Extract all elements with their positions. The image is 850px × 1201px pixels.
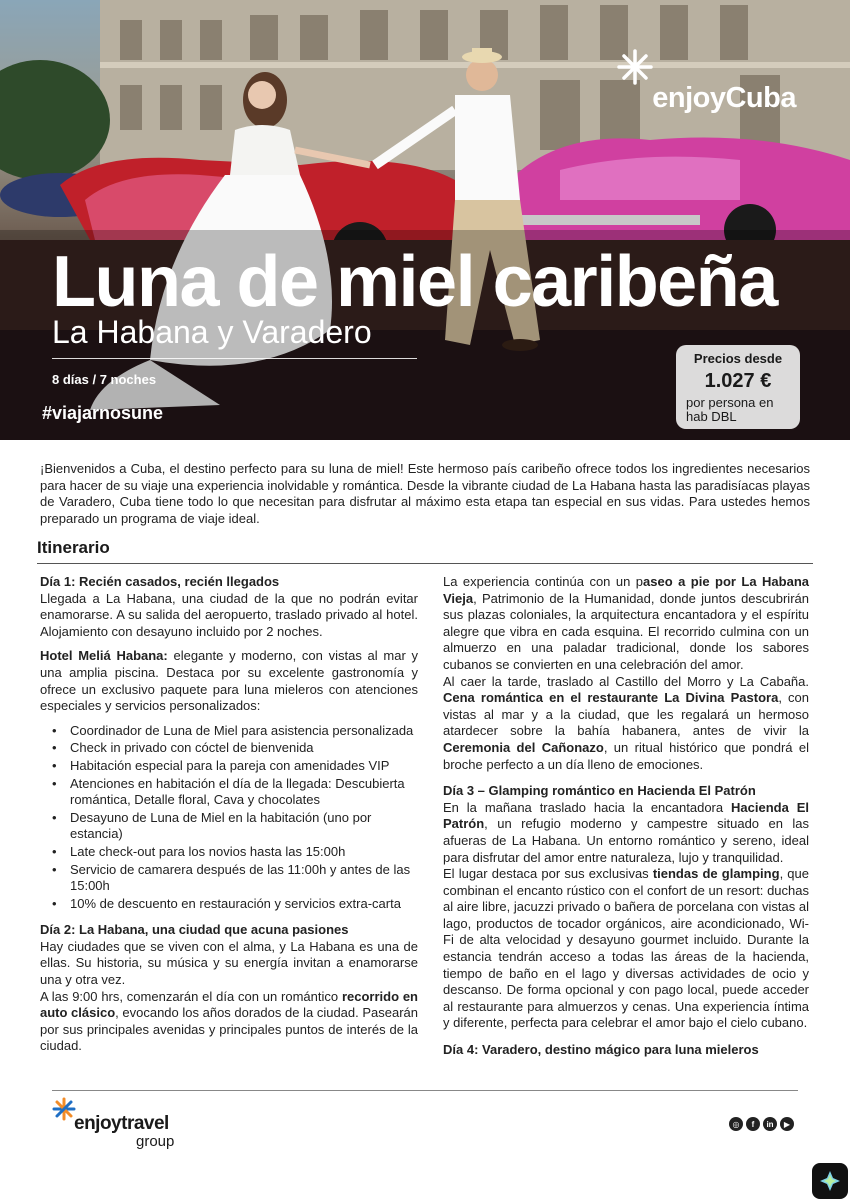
list-item: • Servicio de camarera después de las 11:00h y antes de las 15:00h	[40, 862, 418, 895]
dinner-text-e: , un ritual histórico que pondrá el broche perfecto a un día lleno de emociones.	[443, 739, 809, 772]
enjoytravel-star-icon	[52, 1097, 76, 1121]
walk-highlight: aseo a pie por La Habana Vieja	[443, 574, 809, 606]
trip-duration: 8 días / 7 noches	[52, 372, 157, 387]
corner-app-icon[interactable]	[812, 1163, 848, 1199]
star-badge-icon	[818, 1169, 842, 1193]
section-title-itinerary: Itinerario	[37, 538, 110, 557]
glamping-highlight: tiendas de glamping	[652, 866, 780, 882]
footer-divider	[52, 1090, 798, 1091]
brand-star-icon	[616, 48, 654, 86]
day-2-paragraph-2	[40, 989, 418, 1055]
page-subtitle: La Habana y Varadero	[52, 314, 372, 350]
intro-paragraph: ¡Bienvenidos a Cuba, el destino perfecto para su luna de miel! Este hermoso país caribeño ofrece todos los ingredientes necesarios para hacer de su viaje una experiencia inolvidable y romántica. Desde la vibrante ciudad de La Habana hasta las paradisíacas playas de Varadero, Cuba tiene todo lo que necesitan para disfrutar al máximo esta etapa tan especial en sus vidas. Para ustedes hemos preparado un programa de viaje ideal.	[40, 461, 810, 526]
hashtag: #viajarnosune	[42, 403, 164, 423]
day-1-text: Llegada a La Habana, una ciudad de la que no podrán evitar enamorarse. A su salida del aeropuerto, traslado privado al hotel. Alojamiento con desayuno incluido por 2 noches.	[40, 590, 418, 639]
day-3-text-c: , un refugio moderno y campestre situado en las afueras de La Habana. Un entorno romántico y sereno, ideal para disfrutar del amor entre naturaleza, lujo y tranquilidad.	[443, 816, 809, 865]
day-1-title: Día 1: Recién casados, recién llegados	[40, 574, 280, 589]
price-box	[676, 345, 800, 429]
walk-text-a: La experiencia continúa con un p	[443, 574, 644, 589]
old-havana-walk-paragraph	[443, 574, 809, 674]
classic-car-tour: recorrido en auto clásico	[40, 988, 418, 1021]
list-item: • Coordinador de Luna de Miel para asistencia personalizada	[40, 723, 418, 740]
youtube-icon[interactable]: ▶	[780, 1117, 794, 1131]
list-item: • Habitación especial para la pareja con amenidades VIP	[40, 758, 418, 775]
itinerary-right-column	[443, 574, 809, 1059]
day-3-text-a: En la mañana traslado hacia la encantadora	[443, 799, 732, 815]
hotel-name: Hotel Meliá Habana:	[40, 648, 168, 664]
day-3-paragraph-1	[443, 800, 809, 866]
footer-brand-group: group	[136, 1133, 175, 1150]
list-item: • Desayuno de Luna de Miel en la habitación (uno por estancia)	[40, 810, 418, 843]
hotel-text: elegante y moderno, con vistas al mar y una amplia piscina. Destaca por su excelente gastronomía y ofrece un exclusivo paquete para luna mieleros con atenciones especiales y servicios personalizados:	[40, 648, 419, 714]
list-item: • 10% de descuento en restauración y servicios extra-carta	[40, 896, 418, 913]
brand-logo	[652, 52, 796, 115]
day-3-title: Día 3 – Glamping romántico en Hacienda El Patrón	[443, 783, 756, 799]
itinerary-left-column	[40, 574, 418, 1063]
day-2-text-c: , evocando los años dorados de la ciudad. Pasearán por sus principales avenidas y principales puntos de interés de la ciudad.	[40, 1005, 419, 1054]
dinner-paragraph	[443, 674, 809, 774]
day-3-paragraph-2	[443, 866, 809, 1032]
day-2-text-a: A las 9:00 hrs, comenzarán el día con un romántico	[40, 988, 342, 1004]
glamping-text-a: El lugar destaca por sus exclusivas	[443, 866, 653, 882]
ceremony-highlight: Ceremonia del Cañonazo	[443, 739, 604, 755]
brand-name: enjoyCuba	[652, 82, 796, 114]
list-item: • Atenciones en habitación el día de la llegada: Descubierta romántica, Detalle floral, Cava y chocolates	[40, 776, 418, 809]
section-divider	[37, 563, 813, 564]
instagram-icon[interactable]: ◎	[729, 1117, 743, 1131]
hero-banner	[0, 0, 850, 440]
walk-text-c: , Patrimonio de la Humanidad, donde juntos descubrirán sus plazas coloniales, la arquitectura encantadora y el espíritu alegre que vibra en cada esquina. El recorrido culmina con un almuerzo en una paladar tradicional, donde los sabores cubanos se convierten en una celebración del amor.	[443, 590, 809, 672]
hacienda-highlight: Hacienda El Patrón	[443, 799, 809, 832]
day-2-title: Día 2: La Habana, una ciudad que acuna pasiones	[40, 922, 349, 938]
footer-brand: enjoytravel	[74, 1113, 169, 1134]
list-item: • Late check-out para los novios hasta las 15:00h	[40, 844, 418, 861]
price-note: por persona en hab DBL	[686, 395, 774, 425]
dinner-highlight: Cena romántica en el restaurante La Divina Pastora	[443, 690, 779, 706]
linkedin-icon[interactable]: in	[763, 1117, 777, 1131]
glamping-text-c: , que combinan el encanto rústico con el confort de un resort: duchas al aire libre, jacuzzi privado o bañera de porcelana con vistas al lago, productos de tocador orgánicos, aire acondicionado, Wi-Fi de alta velocidad y desayuno gourmet incluido. Durante la estancia tendrán acceso a todas las áreas de la hacienda, tiempo de baño en el lago y diversas actividades de ocio y descanso. De forma opcional y con pago local, puede acceder al restaurante para almuerzos y cenas. Una experiencia íntima y diferente, perfecta para celebrar el amor bajo el cielo cubano.	[443, 866, 810, 1031]
day-2-paragraph-1: Hay ciudades que se viven con el alma, y La Habana es una de ellas. Su historia, su música y su energía invitan a enamorarse una y otra vez.	[40, 938, 418, 988]
price-value: 1.027 €	[704, 370, 772, 392]
hotel-amenities-list	[40, 723, 418, 913]
facebook-icon[interactable]: f	[746, 1117, 760, 1131]
hotel-description	[40, 648, 418, 714]
hero-divider	[52, 358, 417, 359]
dinner-text-c: , con vistas al mar y a la ciudad, que les regalará un hermoso atardecer sobre la bahía habanera, antes de vivir la	[443, 690, 809, 739]
price-label: Precios desde	[693, 351, 783, 366]
dinner-text-a: Al caer la tarde, traslado al Castillo del Morro y La Cabaña.	[443, 673, 809, 689]
social-links	[729, 1117, 794, 1131]
list-item: • Check in privado con cóctel de bienvenida	[40, 740, 418, 757]
day-4-title: Día 4: Varadero, destino mágico para luna mieleros	[443, 1042, 759, 1058]
page-title: Luna de miel caribeña	[52, 242, 777, 322]
